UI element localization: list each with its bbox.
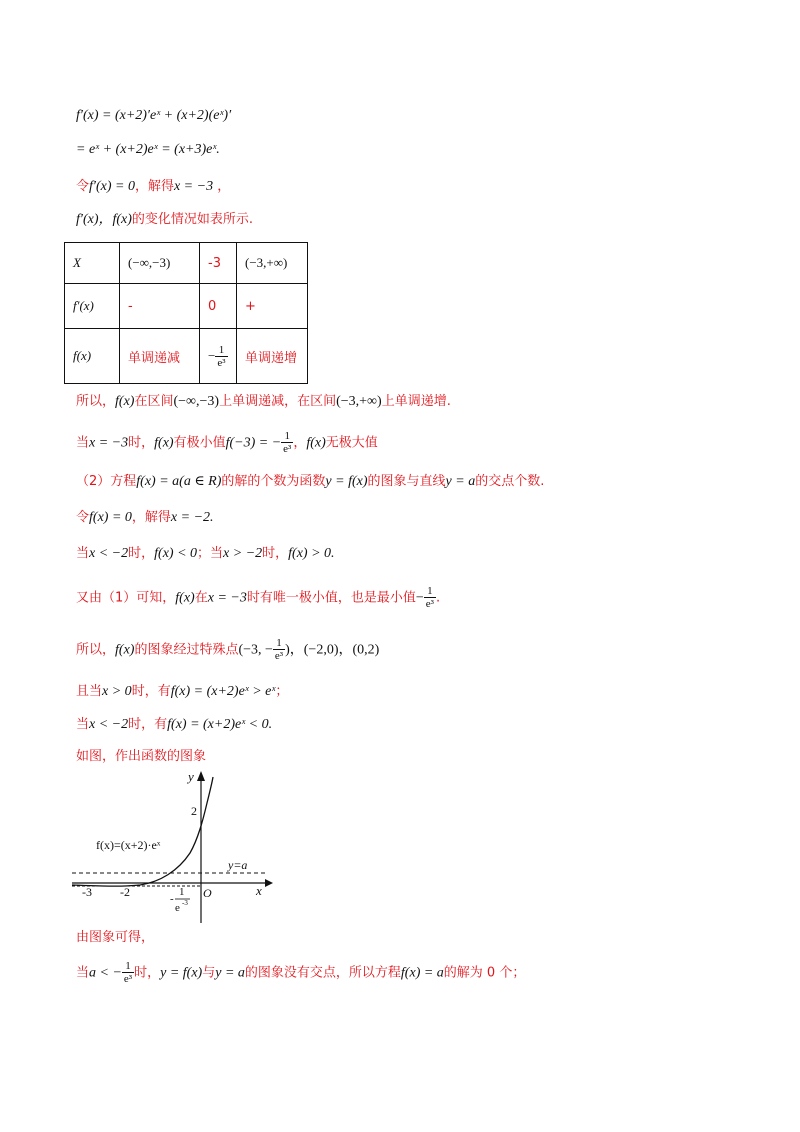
math-text: 时， bbox=[262, 546, 289, 561]
table-cell bbox=[120, 329, 200, 384]
math-text: (−3, − bbox=[238, 642, 273, 658]
math-text: e³ bbox=[283, 443, 292, 455]
table-cell bbox=[65, 329, 120, 384]
table-cell bbox=[120, 243, 200, 284]
x-axis-arrow-icon bbox=[265, 879, 273, 887]
math-text: 时，有 bbox=[128, 717, 168, 732]
math-text: (−∞,−3) bbox=[128, 255, 171, 270]
math-text: a < − bbox=[89, 965, 122, 981]
math-text: x = −2. bbox=[170, 510, 214, 525]
math-text: 的解为 0 个； bbox=[443, 965, 526, 981]
math-text: 的图象没有交点，所以方程 bbox=[244, 965, 401, 981]
math-text: 当 bbox=[76, 435, 90, 451]
math-text: （2）方程 bbox=[76, 474, 137, 489]
math-text: 上单调递减，在区间 bbox=[219, 394, 337, 409]
math-text: f(x) = (x+2)eˣ < 0. bbox=[167, 717, 273, 732]
table-cell bbox=[200, 329, 237, 384]
math-text: + bbox=[245, 298, 256, 314]
part-2-statement bbox=[76, 470, 544, 493]
sign-of-f bbox=[76, 542, 335, 565]
math-text: ，解得 bbox=[131, 510, 171, 525]
math-text: 在区间 bbox=[134, 394, 174, 409]
x-axis-label: x bbox=[256, 883, 262, 898]
math-text: x < −2 bbox=[89, 717, 129, 732]
math-text: 当 bbox=[76, 717, 90, 732]
math-text: ， bbox=[293, 435, 307, 451]
math-text: 有极小值 bbox=[173, 435, 226, 451]
math-text: y = f(x) bbox=[325, 474, 368, 489]
table-row bbox=[65, 284, 308, 329]
math-text: f(x) = a(a ∈ R) bbox=[136, 474, 222, 489]
math-text: e³ bbox=[425, 598, 434, 610]
math-text: 与 bbox=[202, 965, 216, 981]
math-text: 的图象与直线 bbox=[367, 474, 446, 489]
math-text: 1 bbox=[424, 585, 436, 598]
case-no-intersection bbox=[76, 960, 525, 985]
math-text: ， bbox=[213, 179, 231, 194]
tick-minus-sign: - bbox=[170, 893, 174, 905]
derivative-line-2 bbox=[76, 138, 220, 161]
math-text: 单调递增 bbox=[245, 350, 298, 366]
math-text: f(x) bbox=[154, 435, 174, 451]
math-text: )，(−2,0)，(0,2) bbox=[285, 642, 380, 658]
table-cell bbox=[200, 243, 237, 284]
math-text: f(−3) = − bbox=[225, 435, 282, 451]
curve-label: f(x)=(x+2)·eˣ bbox=[96, 838, 161, 852]
math-text: y = a bbox=[215, 965, 245, 981]
math-text: ，解得 bbox=[134, 179, 174, 194]
y-axis-label: y bbox=[188, 769, 194, 784]
math-text: 时， bbox=[128, 435, 155, 451]
math-text: 1 bbox=[273, 637, 285, 650]
variation-table bbox=[64, 242, 308, 384]
math-text: f′(x) = 0 bbox=[89, 179, 135, 194]
math-text: 时，有 bbox=[131, 684, 171, 699]
math-text: (−3,+∞) bbox=[245, 255, 288, 270]
table-intro bbox=[76, 208, 253, 231]
math-text: f(x) < 0 bbox=[154, 546, 198, 561]
tick-frac-den: e bbox=[175, 902, 180, 914]
math-text: x > −2 bbox=[223, 546, 263, 561]
math-text: 所以， bbox=[76, 394, 116, 409]
minimum-line bbox=[76, 585, 440, 610]
function-curve bbox=[72, 777, 213, 886]
math-text: 当 bbox=[76, 546, 90, 561]
math-text: 的图象经过特殊点 bbox=[134, 642, 239, 658]
math-text: y = a bbox=[445, 474, 476, 489]
math-text: 1 bbox=[215, 344, 227, 357]
math-text: 1 bbox=[122, 960, 134, 973]
math-text: f′(x) = (x+2)′eˣ + (x+2)(eˣ)′ bbox=[76, 108, 232, 123]
tick-minus3-label: -3 bbox=[82, 885, 92, 899]
math-text: 又由（1）可知， bbox=[76, 590, 176, 606]
y-axis-arrow-icon bbox=[197, 771, 205, 781]
x-less-minus2-case bbox=[76, 713, 272, 736]
math-text: f(x) bbox=[73, 348, 92, 363]
math-text: f′(x) bbox=[73, 298, 94, 313]
table-cell bbox=[237, 329, 308, 384]
math-text: (−3,+∞) bbox=[336, 394, 382, 409]
math-text: f(x) = (x+2)eˣ > eˣ bbox=[170, 684, 276, 699]
math-text: 1 bbox=[281, 430, 293, 443]
line-label: y=a bbox=[228, 858, 248, 872]
math-text: 时有唯一极小值，也是最小值 bbox=[246, 590, 416, 606]
tick-frac-num: 1 bbox=[179, 886, 185, 898]
special-points bbox=[76, 637, 379, 662]
math-text: x = −3 bbox=[89, 435, 129, 451]
math-text: ； bbox=[275, 684, 289, 699]
math-text: f′(x)，f(x) bbox=[76, 212, 132, 227]
math-text: f(x) bbox=[115, 394, 135, 409]
math-text: X bbox=[73, 255, 81, 270]
set-derivative-zero bbox=[76, 175, 230, 198]
math-text: f(x) = 0 bbox=[89, 510, 132, 525]
table-cell bbox=[120, 284, 200, 329]
math-text: x = −3 bbox=[207, 590, 247, 606]
x-positive-case bbox=[76, 680, 288, 703]
extremum-line bbox=[76, 430, 378, 455]
monotonic-summary bbox=[76, 390, 451, 413]
tick-2-label: 2 bbox=[191, 804, 197, 818]
math-text: x = −3 bbox=[173, 179, 214, 194]
math-text: f(x) bbox=[115, 642, 135, 658]
math-text: -3 bbox=[208, 255, 221, 271]
math-text: 单调递减 bbox=[128, 350, 181, 366]
math-text: f(x) = a bbox=[400, 965, 444, 981]
table-row bbox=[65, 329, 308, 384]
math-text: 令 bbox=[76, 179, 90, 194]
origin-label: O bbox=[203, 886, 212, 900]
function-graph bbox=[60, 765, 280, 925]
math-text: 时， bbox=[134, 965, 161, 981]
math-text: 在 bbox=[194, 590, 208, 606]
math-text: 且当 bbox=[76, 684, 103, 699]
math-text: f(x) > 0. bbox=[288, 546, 335, 561]
math-text: 的解的个数为函数 bbox=[221, 474, 326, 489]
derivative-line-1 bbox=[76, 104, 231, 127]
math-text: 令 bbox=[76, 510, 90, 525]
from-graph bbox=[76, 926, 154, 949]
math-text: - bbox=[128, 298, 133, 314]
math-text: x < −2 bbox=[89, 546, 129, 561]
math-text: 的变化情况如表所示. bbox=[131, 212, 254, 227]
math-text: f(x) bbox=[306, 435, 326, 451]
math-text: . bbox=[435, 590, 441, 606]
math-text: 如图，作出函数的图象 bbox=[76, 749, 207, 764]
math-text: ；当 bbox=[197, 546, 224, 561]
zero-of-f bbox=[76, 506, 214, 529]
tick-frac-den-exp: -3 bbox=[182, 899, 188, 907]
math-text: 由图象可得， bbox=[76, 930, 155, 945]
math-text: 所以， bbox=[76, 642, 116, 658]
math-text: y = f(x) bbox=[160, 965, 203, 981]
table-cell bbox=[65, 243, 120, 284]
math-text: 时， bbox=[128, 546, 155, 561]
math-text: 的交点个数. bbox=[475, 474, 545, 489]
math-text: − bbox=[208, 347, 216, 363]
math-text: 0 bbox=[208, 298, 217, 314]
table-cell bbox=[65, 284, 120, 329]
math-text: e³ bbox=[217, 356, 226, 369]
math-text: x > 0 bbox=[102, 684, 132, 699]
math-text: 无极大值 bbox=[325, 435, 378, 451]
math-text: = eˣ + (x+2)eˣ = (x+3)eˣ. bbox=[76, 142, 220, 157]
math-text: 当 bbox=[76, 965, 90, 981]
math-text: e³ bbox=[123, 973, 133, 985]
table-row bbox=[65, 243, 308, 284]
math-text: (−∞,−3) bbox=[173, 394, 220, 409]
math-text: e³ bbox=[274, 650, 284, 662]
tick-minus2-label: -2 bbox=[120, 885, 130, 899]
math-text: f(x) bbox=[175, 590, 195, 606]
table-cell bbox=[237, 243, 308, 284]
math-text: 上单调递增. bbox=[381, 394, 451, 409]
math-text: − bbox=[415, 590, 424, 606]
table-cell bbox=[200, 284, 237, 329]
table-cell bbox=[237, 284, 308, 329]
